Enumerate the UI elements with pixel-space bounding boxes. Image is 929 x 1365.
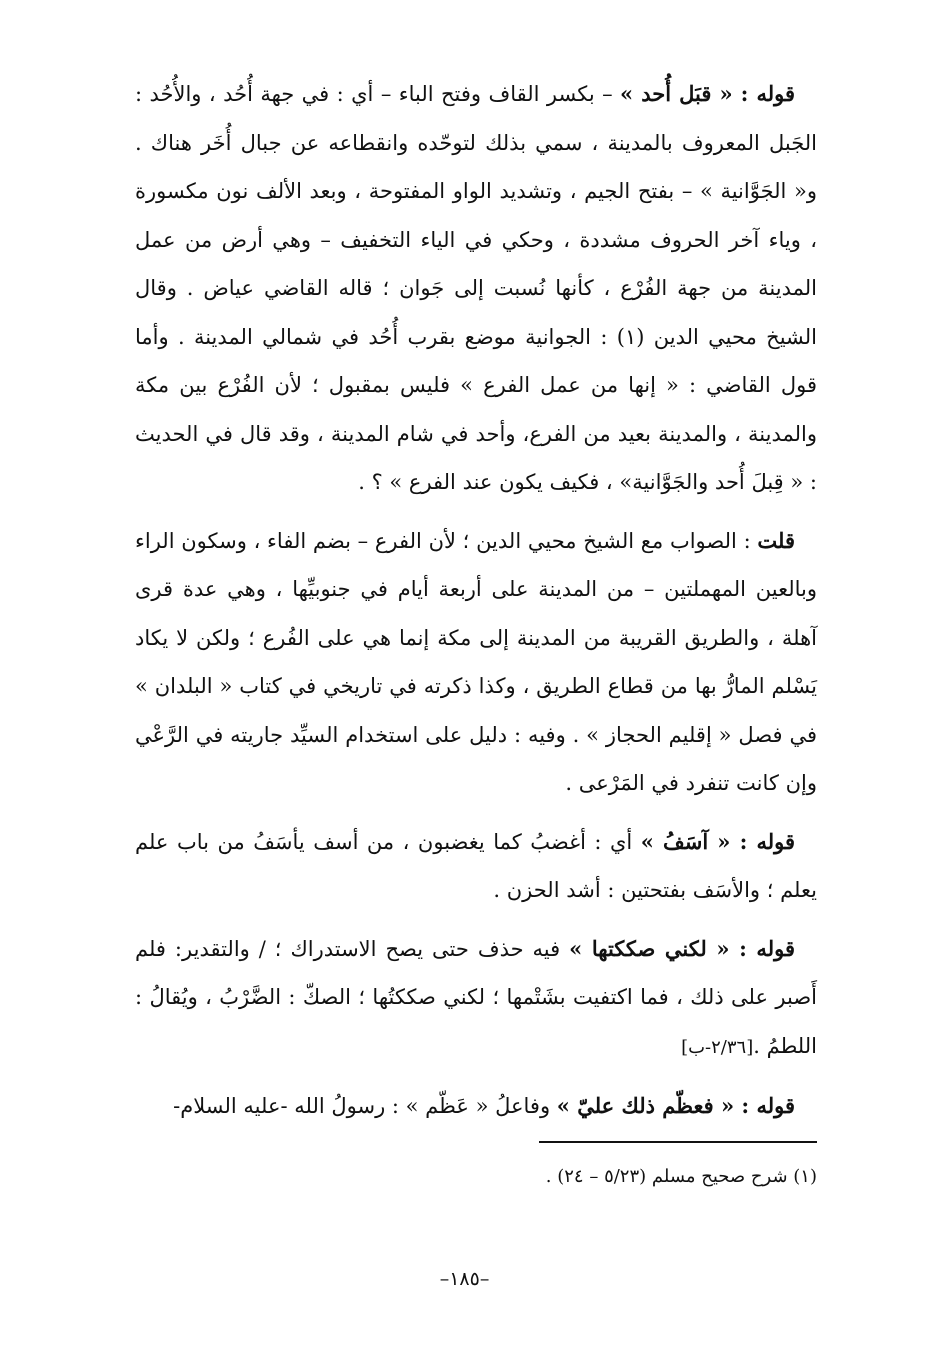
- paragraph-5: [135, 1082, 817, 1131]
- paragraph-1-lead: قوله : « قبَل أُحد »: [620, 81, 795, 106]
- paragraph-3: [135, 818, 817, 915]
- paragraph-3-lead: قوله : « آسَفُ »: [640, 828, 795, 854]
- main-text: [135, 70, 817, 1141]
- paragraph-4: [135, 925, 817, 1073]
- paragraph-1: [135, 70, 817, 507]
- paragraph-5-lead: قوله : « فعظّم ذلك عليّ »: [556, 1093, 795, 1118]
- paragraph-4-lead: قوله : « لكني صككتها »: [569, 935, 795, 961]
- footnote-divider: [539, 1141, 817, 1143]
- marginal-folio-note: [٢/٣٦-ب]: [681, 1036, 754, 1058]
- paragraph-5-text: وفاعلُ « عَظّم » : رسولُ الله -عليه السلام-: [173, 1094, 557, 1118]
- footnote: (١) شرح صحيح مسلم (٥/٢٣ – ٢٤) .: [545, 1166, 817, 1187]
- paragraph-2: [135, 517, 817, 808]
- page-number: –١٨٥–: [439, 1268, 490, 1290]
- paragraph-2-text: : الصواب مع الشيخ محيي الدين ؛ لأن الفرع – بضم الفاء ، وسكون الراء وبالعين المهملتين – من المدينة على أربعة أيام في جنوبيِّها ، وهي عدة قرى آهلة ، والطريق القريبة من المدينة إلى مكة إنما هي على الفُرع ؛ ولكن لا يكاد يَسْلم المارُّ بها من قطاع الطريق ، وكذا ذكرته في تاريخي في كتاب « البلدان » في فصل « إقليم الحجاز » . وفيه : دليل على استخدام السيِّد جاريته في الرَّعْي وإن كانت تنفرد في المَرْعى .: [135, 528, 817, 795]
- paragraph-4-text: فيه حذف حتى يصح الاستدراك ؛ / والتقدير: فلم أَصبر على ذلك ، فما اكتفيت بشَتْمها ؛ لكني صككتُها ؛ الصكّ : الضَّرْبُ ، ويُقالُ : اللطمُ .: [135, 936, 817, 1058]
- paragraph-2-lead: قلت: [757, 527, 795, 553]
- paragraph-3-text: أي : أغضبُ كما يغضبون ، من أسف يأسَفُ من باب علم يعلم ؛ والأسَف بفتحتين : أشد الحزن .: [135, 829, 817, 902]
- paragraph-1-text: – بكسر القاف وفتح الباء – أي : في جهة أُحُد ، والأُحُد : الجَبل المعروف بالمدينة ، سمي بذلك لتوحّده وانقطاعه عن جبال أُخَر هناك . و« الجَوَّانية » – بفتح الجيم ، وتشديد الواو المفتوحة ، وبعد الألف نون مكسورة ، وياء آخر الحروف مشددة ، وحكي في الياء التخفيف – وهي أرض من عمل المدينة من جهة الفُرْع ، كأنها نُسبت إلى جَوان ؛ قاله القاضي عياض . وقال الشيخ محيي الدين (١) : الجوانية موضع بقرب أُحُد في شمالي المدينة . وأما قول القاضي : « إنها من عمل الفرع » فليس بمقبول ؛ لأن الفُرْع بين مكة والمدينة ، والمدينة بعيد من الفرع، وأحد في شام المدينة ، وقد قال في الحديث : « قِبلَ أُحد والجَوَّانية» ، فكيف يكون عند الفرع » ؟ .: [135, 82, 818, 494]
